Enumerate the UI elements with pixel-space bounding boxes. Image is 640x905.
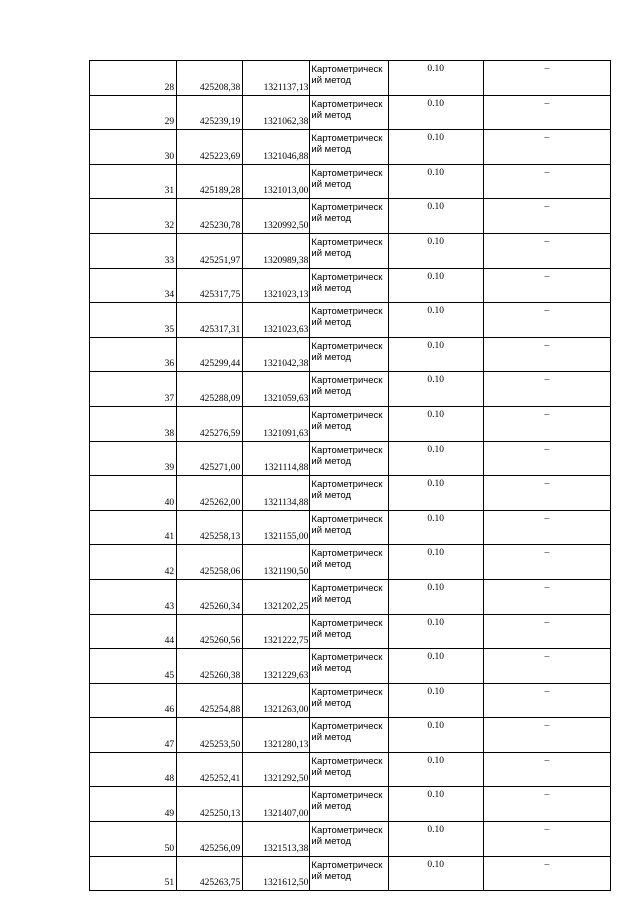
x-coordinate-cell: 425263,75 xyxy=(177,856,243,891)
x-coordinate-cell: 425252,41 xyxy=(177,752,243,787)
precision-cell: 0.10 xyxy=(388,164,483,199)
x-coordinate-cell: 425260,56 xyxy=(177,614,243,649)
description-cell: – xyxy=(483,164,610,199)
y-coordinate-cell: 1321137,13 xyxy=(243,61,310,96)
coordinates-table xyxy=(89,60,611,891)
x-coordinate-cell: 425262,00 xyxy=(177,476,243,511)
x-coordinate-cell: 425223,69 xyxy=(177,130,243,165)
y-coordinate-cell: 1321023,13 xyxy=(243,268,310,303)
y-coordinate-cell: 1321059,63 xyxy=(243,372,310,407)
x-coordinate-cell: 425254,88 xyxy=(177,683,243,718)
method-cell: Картометрический метод xyxy=(310,130,388,165)
x-coordinate-cell: 425317,31 xyxy=(177,303,243,338)
point-number-cell: 30 xyxy=(90,130,177,165)
x-coordinate-cell: 425317,75 xyxy=(177,268,243,303)
method-cell: Картометрический метод xyxy=(310,718,388,753)
y-coordinate-cell: 1320992,50 xyxy=(243,199,310,234)
point-number-cell: 31 xyxy=(90,164,177,199)
precision-cell: 0.10 xyxy=(388,441,483,476)
method-cell: Картометрический метод xyxy=(310,199,388,234)
x-coordinate-cell: 425260,34 xyxy=(177,579,243,614)
x-coordinate-cell: 425276,59 xyxy=(177,406,243,441)
description-cell: – xyxy=(483,614,610,649)
precision-cell: 0.10 xyxy=(388,199,483,234)
table-row xyxy=(90,545,611,580)
method-cell: Картометрический метод xyxy=(310,303,388,338)
description-cell: – xyxy=(483,61,610,96)
point-number-cell: 44 xyxy=(90,614,177,649)
y-coordinate-cell: 1321222,75 xyxy=(243,614,310,649)
description-cell: – xyxy=(483,268,610,303)
method-cell: Картометрический метод xyxy=(310,441,388,476)
description-cell: – xyxy=(483,337,610,372)
precision-cell: 0.10 xyxy=(388,61,483,96)
method-cell: Картометрический метод xyxy=(310,233,388,268)
precision-cell: 0.10 xyxy=(388,545,483,580)
description-cell: – xyxy=(483,199,610,234)
point-number-cell: 43 xyxy=(90,579,177,614)
x-coordinate-cell: 425239,19 xyxy=(177,95,243,130)
method-cell: Картометрический метод xyxy=(310,372,388,407)
y-coordinate-cell: 1321229,63 xyxy=(243,649,310,684)
precision-cell: 0.10 xyxy=(388,95,483,130)
description-cell: – xyxy=(483,233,610,268)
method-cell: Картометрический метод xyxy=(310,268,388,303)
precision-cell: 0.10 xyxy=(388,683,483,718)
method-cell: Картометрический метод xyxy=(310,61,388,96)
x-coordinate-cell: 425208,38 xyxy=(177,61,243,96)
table-row xyxy=(90,579,611,614)
method-cell: Картометрический метод xyxy=(310,752,388,787)
method-cell: Картометрический метод xyxy=(310,579,388,614)
description-cell: – xyxy=(483,579,610,614)
point-number-cell: 49 xyxy=(90,787,177,822)
method-cell: Картометрический метод xyxy=(310,649,388,684)
y-coordinate-cell: 1321062,38 xyxy=(243,95,310,130)
y-coordinate-cell: 1321292,50 xyxy=(243,752,310,787)
point-number-cell: 37 xyxy=(90,372,177,407)
x-coordinate-cell: 425253,50 xyxy=(177,718,243,753)
table-row xyxy=(90,303,611,338)
table-row xyxy=(90,614,611,649)
point-number-cell: 32 xyxy=(90,199,177,234)
x-coordinate-cell: 425271,00 xyxy=(177,441,243,476)
y-coordinate-cell: 1321280,13 xyxy=(243,718,310,753)
point-number-cell: 40 xyxy=(90,476,177,511)
y-coordinate-cell: 1321042,38 xyxy=(243,337,310,372)
description-cell: – xyxy=(483,856,610,891)
y-coordinate-cell: 1321155,00 xyxy=(243,510,310,545)
method-cell: Картометрический метод xyxy=(310,476,388,511)
x-coordinate-cell: 425299,44 xyxy=(177,337,243,372)
description-cell: – xyxy=(483,441,610,476)
x-coordinate-cell: 425258,13 xyxy=(177,510,243,545)
description-cell: – xyxy=(483,130,610,165)
method-cell: Картометрический метод xyxy=(310,510,388,545)
x-coordinate-cell: 425256,09 xyxy=(177,822,243,857)
x-coordinate-cell: 425260,38 xyxy=(177,649,243,684)
precision-cell: 0.10 xyxy=(388,337,483,372)
description-cell: – xyxy=(483,787,610,822)
table-row xyxy=(90,95,611,130)
y-coordinate-cell: 1320989,38 xyxy=(243,233,310,268)
method-cell: Картометрический метод xyxy=(310,787,388,822)
x-coordinate-cell: 425250,13 xyxy=(177,787,243,822)
description-cell: – xyxy=(483,545,610,580)
description-cell: – xyxy=(483,683,610,718)
precision-cell: 0.10 xyxy=(388,268,483,303)
description-cell: – xyxy=(483,406,610,441)
y-coordinate-cell: 1321023,63 xyxy=(243,303,310,338)
point-number-cell: 36 xyxy=(90,337,177,372)
precision-cell: 0.10 xyxy=(388,233,483,268)
table-row xyxy=(90,718,611,753)
y-coordinate-cell: 1321612,50 xyxy=(243,856,310,891)
x-coordinate-cell: 425251,97 xyxy=(177,233,243,268)
table-row xyxy=(90,406,611,441)
point-number-cell: 34 xyxy=(90,268,177,303)
precision-cell: 0.10 xyxy=(388,787,483,822)
y-coordinate-cell: 1321114,88 xyxy=(243,441,310,476)
y-coordinate-cell: 1321202,25 xyxy=(243,579,310,614)
table-row xyxy=(90,683,611,718)
table-row xyxy=(90,787,611,822)
description-cell: – xyxy=(483,95,610,130)
precision-cell: 0.10 xyxy=(388,614,483,649)
y-coordinate-cell: 1321407,00 xyxy=(243,787,310,822)
table-row xyxy=(90,510,611,545)
description-cell: – xyxy=(483,822,610,857)
table-row xyxy=(90,233,611,268)
point-number-cell: 51 xyxy=(90,856,177,891)
x-coordinate-cell: 425288,09 xyxy=(177,372,243,407)
point-number-cell: 50 xyxy=(90,822,177,857)
precision-cell: 0.10 xyxy=(388,372,483,407)
y-coordinate-cell: 1321513,38 xyxy=(243,822,310,857)
table-row xyxy=(90,164,611,199)
table-row xyxy=(90,130,611,165)
description-cell: – xyxy=(483,510,610,545)
point-number-cell: 42 xyxy=(90,545,177,580)
table-row xyxy=(90,268,611,303)
method-cell: Картометрический метод xyxy=(310,683,388,718)
point-number-cell: 35 xyxy=(90,303,177,338)
y-coordinate-cell: 1321013,00 xyxy=(243,164,310,199)
y-coordinate-cell: 1321091,63 xyxy=(243,406,310,441)
method-cell: Картометрический метод xyxy=(310,95,388,130)
y-coordinate-cell: 1321263,00 xyxy=(243,683,310,718)
description-cell: – xyxy=(483,303,610,338)
point-number-cell: 39 xyxy=(90,441,177,476)
precision-cell: 0.10 xyxy=(388,752,483,787)
y-coordinate-cell: 1321190,50 xyxy=(243,545,310,580)
description-cell: – xyxy=(483,649,610,684)
y-coordinate-cell: 1321046,88 xyxy=(243,130,310,165)
table-row xyxy=(90,752,611,787)
y-coordinate-cell: 1321134,88 xyxy=(243,476,310,511)
method-cell: Картометрический метод xyxy=(310,337,388,372)
table-row xyxy=(90,61,611,96)
precision-cell: 0.10 xyxy=(388,130,483,165)
precision-cell: 0.10 xyxy=(388,406,483,441)
x-coordinate-cell: 425189,28 xyxy=(177,164,243,199)
point-number-cell: 29 xyxy=(90,95,177,130)
table-row xyxy=(90,822,611,857)
table-row xyxy=(90,372,611,407)
precision-cell: 0.10 xyxy=(388,856,483,891)
method-cell: Картометрический метод xyxy=(310,164,388,199)
coordinates-table-body xyxy=(90,61,611,891)
precision-cell: 0.10 xyxy=(388,718,483,753)
point-number-cell: 33 xyxy=(90,233,177,268)
table-row xyxy=(90,441,611,476)
x-coordinate-cell: 425258,06 xyxy=(177,545,243,580)
method-cell: Картометрический метод xyxy=(310,406,388,441)
table-row xyxy=(90,337,611,372)
table-row xyxy=(90,649,611,684)
method-cell: Картометрический метод xyxy=(310,614,388,649)
precision-cell: 0.10 xyxy=(388,579,483,614)
point-number-cell: 41 xyxy=(90,510,177,545)
precision-cell: 0.10 xyxy=(388,649,483,684)
description-cell: – xyxy=(483,752,610,787)
point-number-cell: 45 xyxy=(90,649,177,684)
precision-cell: 0.10 xyxy=(388,476,483,511)
x-coordinate-cell: 425230,78 xyxy=(177,199,243,234)
description-cell: – xyxy=(483,476,610,511)
description-cell: – xyxy=(483,372,610,407)
precision-cell: 0.10 xyxy=(388,822,483,857)
method-cell: Картометрический метод xyxy=(310,822,388,857)
point-number-cell: 47 xyxy=(90,718,177,753)
table-row xyxy=(90,856,611,891)
point-number-cell: 28 xyxy=(90,61,177,96)
table-row xyxy=(90,476,611,511)
precision-cell: 0.10 xyxy=(388,510,483,545)
point-number-cell: 38 xyxy=(90,406,177,441)
description-cell: – xyxy=(483,718,610,753)
method-cell: Картометрический метод xyxy=(310,545,388,580)
point-number-cell: 48 xyxy=(90,752,177,787)
table-row xyxy=(90,199,611,234)
precision-cell: 0.10 xyxy=(388,303,483,338)
point-number-cell: 46 xyxy=(90,683,177,718)
method-cell: Картометрический метод xyxy=(310,856,388,891)
